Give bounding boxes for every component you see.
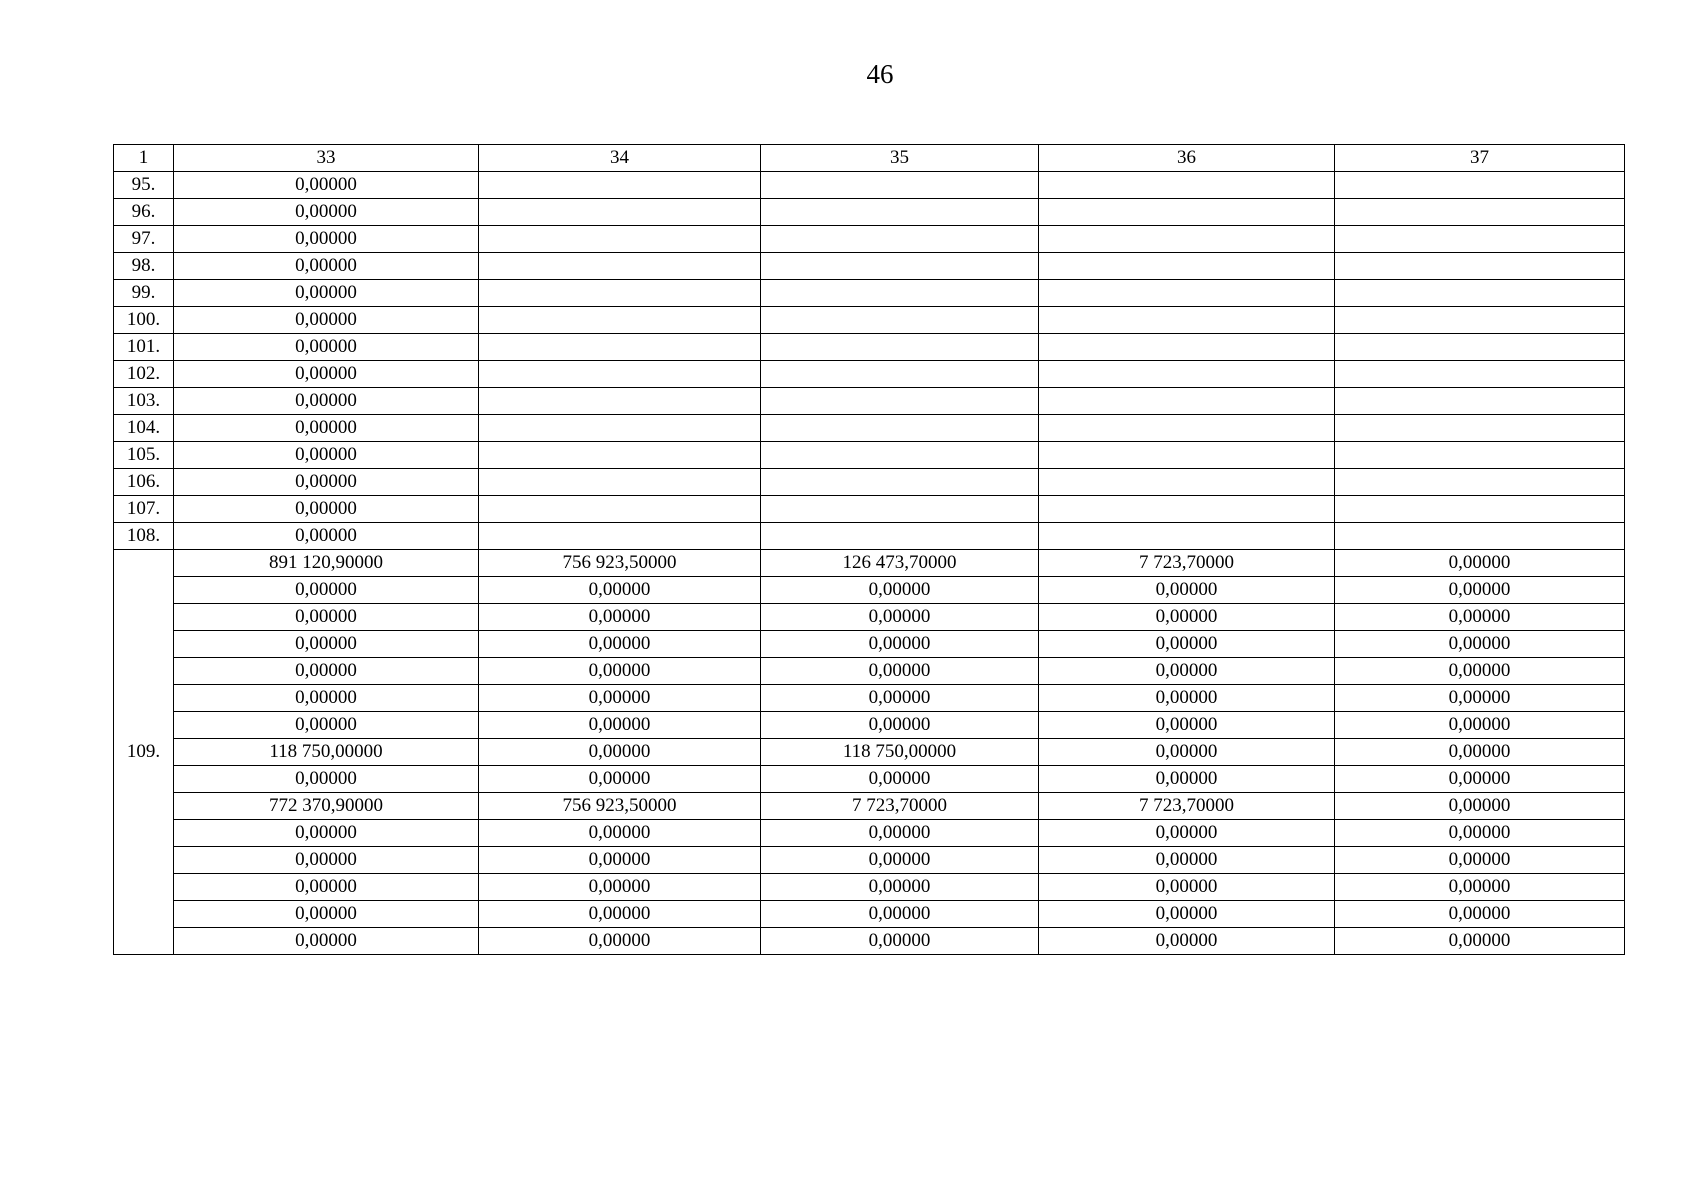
empty-cell-36 (1039, 307, 1335, 334)
empty-cell-37 (1335, 361, 1625, 388)
value-cell-35: 0,00000 (761, 631, 1039, 658)
empty-cell-35 (761, 469, 1039, 496)
empty-cell-35 (761, 415, 1039, 442)
empty-cell-34 (479, 469, 761, 496)
value-cell-36: 0,00000 (1039, 820, 1335, 847)
row-number: 96. (114, 199, 174, 226)
value-cell-34: 0,00000 (479, 901, 761, 928)
empty-cell-35 (761, 442, 1039, 469)
value-cell-35: 0,00000 (761, 712, 1039, 739)
value-cell-33: 0,00000 (174, 253, 479, 280)
empty-cell-34 (479, 496, 761, 523)
empty-cell-35 (761, 307, 1039, 334)
value-cell-33: 0,00000 (174, 928, 479, 955)
value-cell-37: 0,00000 (1335, 874, 1625, 901)
value-cell-33: 0,00000 (174, 469, 479, 496)
row-number: 106. (114, 469, 174, 496)
table-row (114, 226, 1625, 253)
value-cell-37: 0,00000 (1335, 604, 1625, 631)
empty-cell-34 (479, 388, 761, 415)
value-cell-33: 0,00000 (174, 577, 479, 604)
value-cell-36: 0,00000 (1039, 928, 1335, 955)
empty-cell-37 (1335, 415, 1625, 442)
empty-cell-34 (479, 523, 761, 550)
empty-cell-35 (761, 523, 1039, 550)
value-cell-37: 0,00000 (1335, 901, 1625, 928)
row-number: 98. (114, 253, 174, 280)
value-cell-33: 0,00000 (174, 307, 479, 334)
table-row (114, 496, 1625, 523)
empty-cell-36 (1039, 361, 1335, 388)
empty-cell-35 (761, 496, 1039, 523)
row-number: 102. (114, 361, 174, 388)
row-number: 100. (114, 307, 174, 334)
row-number: 107. (114, 496, 174, 523)
value-cell-35: 0,00000 (761, 658, 1039, 685)
value-cell-35: 7 723,70000 (761, 793, 1039, 820)
empty-cell-37 (1335, 226, 1625, 253)
empty-cell-36 (1039, 523, 1335, 550)
table-row (114, 469, 1625, 496)
value-cell-35: 0,00000 (761, 847, 1039, 874)
table-row (114, 820, 1625, 847)
value-cell-34: 0,00000 (479, 820, 761, 847)
empty-cell-34 (479, 415, 761, 442)
empty-cell-36 (1039, 253, 1335, 280)
page-number: 46 (866, 59, 894, 89)
empty-cell-36 (1039, 388, 1335, 415)
value-cell-36: 0,00000 (1039, 847, 1335, 874)
value-cell-33: 0,00000 (174, 388, 479, 415)
header-cell-35: 35 (761, 145, 1039, 172)
value-cell-36: 0,00000 (1039, 685, 1335, 712)
header-cell-33: 33 (174, 145, 479, 172)
value-cell-33: 891 120,90000 (174, 550, 479, 577)
value-cell-36: 0,00000 (1039, 901, 1335, 928)
empty-cell-34 (479, 334, 761, 361)
table-row (114, 577, 1625, 604)
value-cell-34: 756 923,50000 (479, 550, 761, 577)
table-row (114, 766, 1625, 793)
header-cell-36: 36 (1039, 145, 1335, 172)
table-row (114, 928, 1625, 955)
row-number: 109. (114, 550, 174, 955)
table-row (114, 199, 1625, 226)
value-cell-36: 0,00000 (1039, 658, 1335, 685)
table-row (114, 334, 1625, 361)
value-cell-36: 0,00000 (1039, 604, 1335, 631)
value-cell-33: 0,00000 (174, 172, 479, 199)
value-cell-35: 0,00000 (761, 820, 1039, 847)
value-cell-35: 0,00000 (761, 685, 1039, 712)
value-cell-33: 0,00000 (174, 334, 479, 361)
empty-cell-35 (761, 388, 1039, 415)
value-cell-34: 0,00000 (479, 631, 761, 658)
value-cell-35: 118 750,00000 (761, 739, 1039, 766)
value-cell-35: 0,00000 (761, 766, 1039, 793)
value-cell-33: 0,00000 (174, 415, 479, 442)
empty-cell-37 (1335, 388, 1625, 415)
table-row (114, 172, 1625, 199)
value-cell-34: 0,00000 (479, 604, 761, 631)
table-row (114, 388, 1625, 415)
empty-cell-36 (1039, 334, 1335, 361)
empty-cell-34 (479, 361, 761, 388)
value-cell-37: 0,00000 (1335, 793, 1625, 820)
empty-cell-34 (479, 307, 761, 334)
empty-cell-36 (1039, 442, 1335, 469)
value-cell-33: 0,00000 (174, 226, 479, 253)
value-cell-37: 0,00000 (1335, 766, 1625, 793)
empty-cell-34 (479, 226, 761, 253)
value-cell-37: 0,00000 (1335, 847, 1625, 874)
value-cell-36: 0,00000 (1039, 766, 1335, 793)
value-cell-33: 0,00000 (174, 685, 479, 712)
empty-cell-34 (479, 253, 761, 280)
value-cell-33: 0,00000 (174, 766, 479, 793)
table-row (114, 604, 1625, 631)
header-cell-37: 37 (1335, 145, 1625, 172)
value-cell-36: 7 723,70000 (1039, 550, 1335, 577)
value-cell-37: 0,00000 (1335, 928, 1625, 955)
empty-cell-34 (479, 280, 761, 307)
empty-cell-35 (761, 172, 1039, 199)
empty-cell-36 (1039, 280, 1335, 307)
value-cell-37: 0,00000 (1335, 685, 1625, 712)
empty-cell-36 (1039, 199, 1335, 226)
table-row (114, 847, 1625, 874)
empty-cell-35 (761, 253, 1039, 280)
empty-cell-34 (479, 172, 761, 199)
value-cell-35: 126 473,70000 (761, 550, 1039, 577)
value-cell-33: 0,00000 (174, 496, 479, 523)
empty-cell-37 (1335, 523, 1625, 550)
empty-cell-37 (1335, 442, 1625, 469)
value-cell-33: 0,00000 (174, 280, 479, 307)
value-cell-34: 0,00000 (479, 577, 761, 604)
empty-cell-37 (1335, 253, 1625, 280)
empty-cell-35 (761, 226, 1039, 253)
value-cell-33: 118 750,00000 (174, 739, 479, 766)
value-cell-34: 0,00000 (479, 658, 761, 685)
value-cell-33: 0,00000 (174, 820, 479, 847)
empty-cell-36 (1039, 172, 1335, 199)
value-cell-33: 0,00000 (174, 874, 479, 901)
row-number: 101. (114, 334, 174, 361)
header-cell-1: 1 (114, 145, 174, 172)
value-cell-35: 0,00000 (761, 874, 1039, 901)
table-row (114, 793, 1625, 820)
empty-cell-37 (1335, 172, 1625, 199)
empty-cell-35 (761, 199, 1039, 226)
table-row (114, 415, 1625, 442)
value-cell-35: 0,00000 (761, 604, 1039, 631)
empty-cell-37 (1335, 334, 1625, 361)
empty-cell-36 (1039, 496, 1335, 523)
value-cell-36: 0,00000 (1039, 631, 1335, 658)
value-cell-34: 0,00000 (479, 928, 761, 955)
value-cell-34: 756 923,50000 (479, 793, 761, 820)
table-row (114, 442, 1625, 469)
table-row (114, 685, 1625, 712)
table-row (114, 523, 1625, 550)
value-cell-34: 0,00000 (479, 847, 761, 874)
value-cell-33: 0,00000 (174, 604, 479, 631)
value-cell-37: 0,00000 (1335, 658, 1625, 685)
empty-cell-36 (1039, 415, 1335, 442)
value-cell-36: 0,00000 (1039, 739, 1335, 766)
value-cell-33: 0,00000 (174, 199, 479, 226)
value-cell-34: 0,00000 (479, 685, 761, 712)
value-cell-33: 0,00000 (174, 631, 479, 658)
table-row (114, 631, 1625, 658)
table-row (114, 550, 1625, 577)
value-cell-36: 0,00000 (1039, 712, 1335, 739)
table-row (114, 253, 1625, 280)
empty-cell-36 (1039, 226, 1335, 253)
empty-cell-37 (1335, 280, 1625, 307)
value-cell-36: 0,00000 (1039, 874, 1335, 901)
table-row (114, 901, 1625, 928)
value-cell-33: 0,00000 (174, 442, 479, 469)
data-table (113, 144, 1625, 955)
value-cell-35: 0,00000 (761, 901, 1039, 928)
value-cell-37: 0,00000 (1335, 712, 1625, 739)
table-row (114, 658, 1625, 685)
row-number: 104. (114, 415, 174, 442)
value-cell-33: 772 370,90000 (174, 793, 479, 820)
value-cell-37: 0,00000 (1335, 739, 1625, 766)
table-header (114, 145, 1625, 172)
empty-cell-34 (479, 199, 761, 226)
empty-cell-37 (1335, 496, 1625, 523)
value-cell-36: 0,00000 (1039, 577, 1335, 604)
row-number: 97. (114, 226, 174, 253)
value-cell-33: 0,00000 (174, 361, 479, 388)
empty-cell-35 (761, 280, 1039, 307)
value-cell-33: 0,00000 (174, 523, 479, 550)
value-cell-34: 0,00000 (479, 739, 761, 766)
empty-cell-37 (1335, 307, 1625, 334)
value-cell-37: 0,00000 (1335, 631, 1625, 658)
value-cell-33: 0,00000 (174, 847, 479, 874)
empty-cell-34 (479, 442, 761, 469)
table-row (114, 739, 1625, 766)
value-cell-34: 0,00000 (479, 874, 761, 901)
value-cell-33: 0,00000 (174, 712, 479, 739)
value-cell-35: 0,00000 (761, 577, 1039, 604)
empty-cell-35 (761, 334, 1039, 361)
empty-cell-35 (761, 361, 1039, 388)
value-cell-37: 0,00000 (1335, 820, 1625, 847)
empty-cell-37 (1335, 199, 1625, 226)
value-cell-33: 0,00000 (174, 901, 479, 928)
table-row (114, 280, 1625, 307)
value-cell-34: 0,00000 (479, 712, 761, 739)
row-number: 99. (114, 280, 174, 307)
row-number: 95. (114, 172, 174, 199)
value-cell-33: 0,00000 (174, 658, 479, 685)
table-body (114, 172, 1625, 955)
empty-cell-37 (1335, 469, 1625, 496)
value-cell-36: 7 723,70000 (1039, 793, 1335, 820)
value-cell-34: 0,00000 (479, 766, 761, 793)
row-number: 103. (114, 388, 174, 415)
header-cell-34: 34 (479, 145, 761, 172)
value-cell-37: 0,00000 (1335, 550, 1625, 577)
row-number: 108. (114, 523, 174, 550)
row-number: 105. (114, 442, 174, 469)
value-cell-37: 0,00000 (1335, 577, 1625, 604)
value-cell-35: 0,00000 (761, 928, 1039, 955)
header-row (114, 145, 1625, 172)
table-row (114, 874, 1625, 901)
table-row (114, 361, 1625, 388)
empty-cell-36 (1039, 469, 1335, 496)
table-row (114, 307, 1625, 334)
table-row (114, 712, 1625, 739)
